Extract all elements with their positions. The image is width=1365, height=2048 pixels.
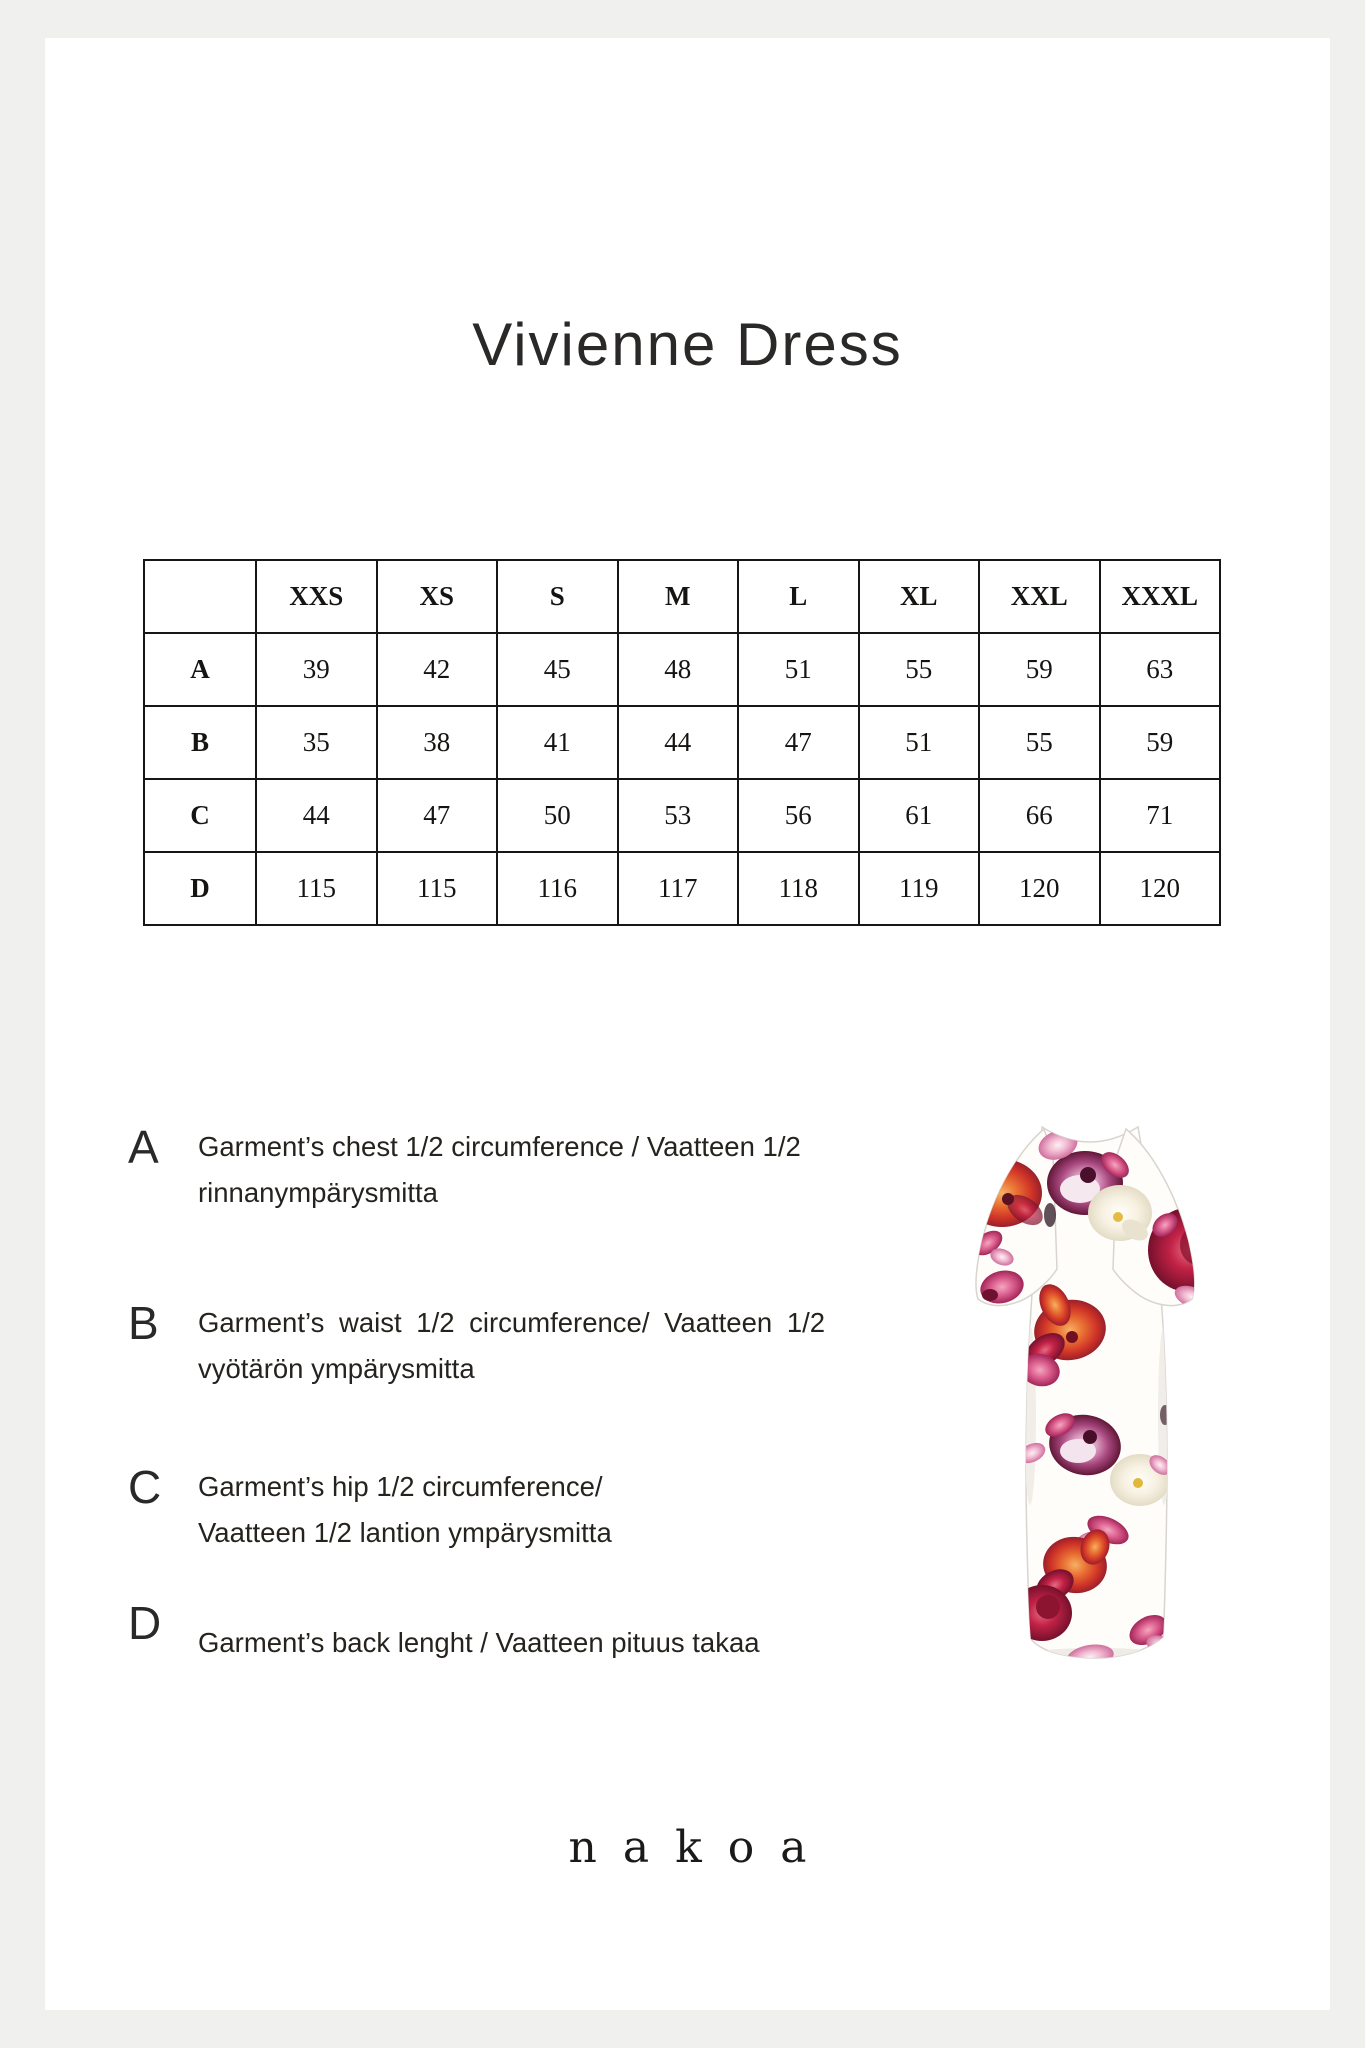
measurement-cell: 115 bbox=[377, 852, 498, 925]
table-row bbox=[144, 852, 1220, 925]
measurement-cell: 119 bbox=[859, 852, 980, 925]
measurement-cell: 61 bbox=[859, 779, 980, 852]
measurement-cell: 51 bbox=[738, 633, 859, 706]
size-column-header: L bbox=[738, 560, 859, 633]
size-header-row bbox=[144, 560, 1220, 633]
measurement-cell: 44 bbox=[618, 706, 739, 779]
brand-logo: nakoa bbox=[568, 1822, 833, 1873]
measure-description-c bbox=[198, 1464, 908, 1556]
size-chart-table bbox=[143, 559, 1221, 926]
size-column-header: XXL bbox=[979, 560, 1100, 633]
measure-guide-row-b bbox=[128, 1297, 908, 1392]
measurement-cell: 47 bbox=[738, 706, 859, 779]
measure-description-line: vyötärön ympärysmitta bbox=[198, 1353, 475, 1384]
row-label: B bbox=[144, 706, 256, 779]
measure-letter-d: D bbox=[128, 1597, 162, 1649]
page-title: Vivienne Dress bbox=[472, 311, 903, 378]
measurement-cell: 42 bbox=[377, 633, 498, 706]
measure-guide-row-a bbox=[128, 1121, 908, 1216]
dress-photo bbox=[960, 1115, 1210, 1665]
measurement-cell: 120 bbox=[1100, 852, 1221, 925]
corner-cell bbox=[144, 560, 256, 633]
size-column-header: XS bbox=[377, 560, 498, 633]
measure-description-line: Garment’s waist 1/2 circumference/ Vaatteen 1/2 bbox=[198, 1307, 826, 1338]
measurement-cell: 55 bbox=[979, 706, 1100, 779]
size-column-header: XXXL bbox=[1100, 560, 1221, 633]
row-label: C bbox=[144, 779, 256, 852]
table-row bbox=[144, 706, 1220, 779]
measurement-cell: 38 bbox=[377, 706, 498, 779]
measure-guide-row-c bbox=[128, 1461, 908, 1556]
measurement-cell: 44 bbox=[256, 779, 377, 852]
measurement-cell: 50 bbox=[497, 779, 618, 852]
measurement-cell: 56 bbox=[738, 779, 859, 852]
measurement-cell: 47 bbox=[377, 779, 498, 852]
measure-description-line: Garment’s chest 1/2 circumference / Vaatteen 1/2 bbox=[198, 1131, 801, 1162]
measurement-cell: 35 bbox=[256, 706, 377, 779]
measurement-cell: 41 bbox=[497, 706, 618, 779]
measurement-cell: 45 bbox=[497, 633, 618, 706]
measurement-cell: 116 bbox=[497, 852, 618, 925]
size-column-header: M bbox=[618, 560, 739, 633]
measure-letter-a: A bbox=[128, 1121, 159, 1173]
measurement-cell: 63 bbox=[1100, 633, 1221, 706]
measurement-cell: 59 bbox=[1100, 706, 1221, 779]
measurement-cell: 39 bbox=[256, 633, 377, 706]
measure-description-line: Vaatteen 1/2 lantion ympärysmitta bbox=[198, 1517, 612, 1548]
size-guide-card bbox=[45, 38, 1330, 2010]
measure-description-d bbox=[198, 1600, 958, 1666]
measurement-cell: 115 bbox=[256, 852, 377, 925]
measure-description-line: Garment’s hip 1/2 circumference/ bbox=[198, 1471, 603, 1502]
size-column-header: XL bbox=[859, 560, 980, 633]
measurement-cell: 53 bbox=[618, 779, 739, 852]
table-row bbox=[144, 633, 1220, 706]
measure-description-b bbox=[198, 1300, 908, 1392]
measurement-cell: 118 bbox=[738, 852, 859, 925]
row-label: A bbox=[144, 633, 256, 706]
table-row bbox=[144, 779, 1220, 852]
measurement-cell: 117 bbox=[618, 852, 739, 925]
size-column-header: S bbox=[497, 560, 618, 633]
measurement-cell: 59 bbox=[979, 633, 1100, 706]
measurement-cell: 51 bbox=[859, 706, 980, 779]
row-label: D bbox=[144, 852, 256, 925]
measurement-cell: 66 bbox=[979, 779, 1100, 852]
measure-letter-b: B bbox=[128, 1297, 159, 1349]
measurement-cell: 48 bbox=[618, 633, 739, 706]
measure-letter-c: C bbox=[128, 1461, 162, 1513]
measure-description-line: Garment’s back lenght / Vaatteen pituus takaa bbox=[198, 1627, 760, 1658]
measure-description-line: rinnanympärysmitta bbox=[198, 1177, 438, 1208]
measure-guide-row-d bbox=[128, 1597, 958, 1666]
measurement-cell: 71 bbox=[1100, 779, 1221, 852]
size-column-header: XXS bbox=[256, 560, 377, 633]
measurement-cell: 55 bbox=[859, 633, 980, 706]
measure-description-a bbox=[198, 1124, 908, 1216]
measurement-cell: 120 bbox=[979, 852, 1100, 925]
